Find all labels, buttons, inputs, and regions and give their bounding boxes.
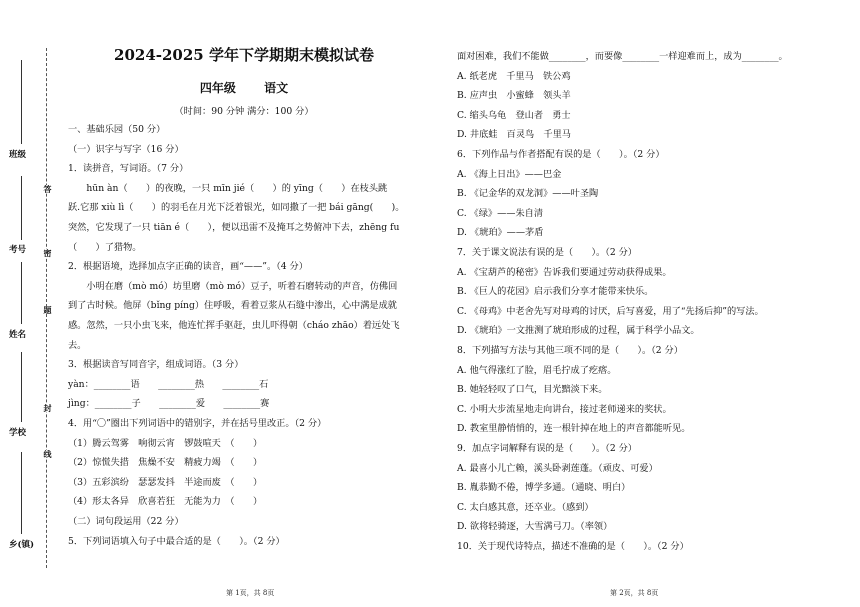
text-line: 一、基础乐园（50 分） — [68, 124, 166, 135]
text-line: D. 教室里静悄悄的，连一根针掉在地上的声音都能听见。 — [457, 423, 691, 435]
page-footer-2: 第 2页，共 8页 — [610, 589, 659, 597]
text-line: 8．下列描写方法与其他三项不同的是（ ）。（2 分） — [457, 345, 683, 356]
text-line: B. 《记金华的双龙洞》——叶圣陶 — [457, 188, 599, 200]
label-class: 班级 — [9, 150, 27, 160]
seal-char-question: 题 — [43, 305, 52, 315]
text-line: 10．关于现代诗特点，描述不准确的是（ ）。（2 分） — [457, 541, 689, 552]
page-footer-1: 第 1页，共 8页 — [226, 589, 275, 597]
text-line: B. 应声虫 小蜜蜂 领头羊 — [457, 90, 571, 102]
grade-label: 四年级 — [199, 81, 236, 95]
seal-char-line: 线 — [43, 449, 52, 459]
text-line: 去。 — [68, 339, 87, 351]
text-line: 4．用“〇”圈出下列词语中的错别字，并在括号里改正。（2 分） — [68, 418, 327, 429]
exam-title: 2024-2025 学年下学期期末模拟试卷 — [114, 46, 374, 64]
time-and-score-info: （时间：90 分钟 满分：100 分） — [174, 106, 314, 117]
seal-char-secret: 密 — [43, 248, 52, 258]
label-name: 姓名 — [9, 330, 27, 340]
text-line: 面对困难，我们不能做________，而要像________一样迎难而上，成为________。 — [457, 51, 788, 62]
exam-subtitle — [68, 79, 420, 96]
text-line: （1）腾云驾雾 响彻云宵 锣鼓喧天 （ ） — [68, 437, 263, 449]
text-line: （一）识字与写字（16 分） — [68, 143, 184, 155]
seal-char-answer: 答 — [43, 184, 52, 194]
text-line: A. 纸老虎 千里马 铁公鸡 — [457, 70, 571, 82]
text-line: A. 《宝葫芦的秘密》告诉我们要通过劳动获得成果。 — [457, 266, 672, 278]
text-line: B. 《巨人的花园》启示我们分享才能带来快乐。 — [457, 286, 654, 298]
text-line: D. 井底蛙 百灵鸟 千里马 — [457, 129, 571, 141]
binding-margin — [0, 0, 62, 607]
text-line: C. 小明大步流星地走向讲台，接过老师递来的奖状。 — [457, 403, 672, 415]
text-line: C. 太白感其意，还卒业。（感到） — [457, 501, 594, 513]
text-line: C. 缩头乌龟 登山者 勇士 — [457, 109, 571, 121]
text-line: （ ）了猎物。 — [68, 241, 142, 253]
text-line: D. 《琥珀》一文推测了琥珀形成的过程，属于科学小品文。 — [457, 325, 700, 337]
text-line: 9．加点字词解释有误的是（ ）。（2 分） — [457, 443, 637, 454]
class-field-line — [21, 60, 22, 144]
text-line: hūn àn（ ）的夜晚，一只 mīn jié（ ）的 yīng（ ）在枝头跳 — [68, 182, 388, 194]
text-line: yàn：________语 ________热 ________石 — [68, 378, 269, 390]
text-line: A. 他气得涨红了脸，眉毛拧成了疙瘩。 — [457, 364, 617, 376]
label-township: 乡(镇) — [9, 540, 35, 550]
text-line: 感。忽然，一只小虫飞来，他连忙挥手驱赶，虫儿吓得朝（cháo zhāo）着远处飞 — [68, 320, 400, 331]
text-line: （2）惊慌失措 焦燥不安 精疲力竭 （ ） — [68, 457, 263, 469]
text-line: 2．根据语境，选择加点字正确的读音，画“——”。（4 分） — [68, 261, 308, 273]
text-line: B. 她轻轻叹了口气，目光黯淡下来。 — [457, 384, 608, 396]
text-line: A. 《海上日出》——巴金 — [457, 168, 562, 180]
seal-char-seal: 封 — [43, 403, 52, 413]
exam-number-field-line — [21, 176, 22, 240]
text-line: （二）词句段运用（22 分） — [68, 516, 184, 527]
text-line: （3）五彩滨纷 瑟瑟发抖 半途而废 （ ） — [68, 476, 263, 488]
text-line: （4）形太各异 欣喜若狂 无能为力 （ ） — [68, 496, 263, 508]
text-line: D. 《琥珀》——茅盾 — [457, 227, 544, 239]
township-field-line — [21, 452, 22, 534]
text-line: 到了古时候。他屏（bǐng píng）住呼吸，看着豆浆从石缝中渗出，心中满是成就 — [68, 300, 397, 312]
text-line: C. 《母鸡》中老舍先写对母鸡的讨厌，后写喜爱，用了“先扬后抑”的写法。 — [457, 305, 764, 317]
text-line: A. 最喜小儿亡赖，溪头卧剥莲蓬。（顽皮、可爱） — [457, 462, 658, 474]
text-line: 6．下列作品与作者搭配有误的是（ ）。（2 分） — [457, 149, 665, 160]
text-line: 跃.它那 xiù lì（ ）的羽毛在月光下泛着银光，如同撒了一把 bái gāng( )。 — [68, 202, 405, 214]
text-line: 3．根据读音写同音字，组成词语。（3 分） — [68, 359, 244, 371]
label-exam-number: 考号 — [9, 245, 27, 255]
text-line: jìng：________子 ________爱 ________赛 — [68, 398, 270, 410]
label-school: 学校 — [9, 428, 27, 438]
school-field-line — [21, 352, 22, 422]
text-line: 5．下列词语填入句子中最合适的是（ ）。（2 分） — [68, 535, 285, 547]
text-line: B. 胤恭勤不倦，博学多通。（通晓、明白） — [457, 482, 631, 494]
text-line: 1．读拼音，写词语。（7 分） — [68, 163, 189, 175]
text-line: 7．关于课文说法有误的是（ ）。（2 分） — [457, 247, 637, 258]
text-line: D. 欲将轻骑逐，大雪满弓刀。（率领） — [457, 521, 613, 533]
text-line: 突然，它发现了一只 tiān é（ ），便以迅雷不及掩耳之势俯冲下去，zhēng fu — [68, 222, 400, 233]
text-line: 小明在磨（mò mó）坊里磨（mò mó）豆子，听着石磨转动的声音，仿佛回 — [68, 280, 398, 292]
name-field-line — [21, 262, 22, 324]
text-line: C. 《绿》——朱自清 — [457, 207, 544, 219]
subject-label: 语文 — [264, 81, 289, 95]
